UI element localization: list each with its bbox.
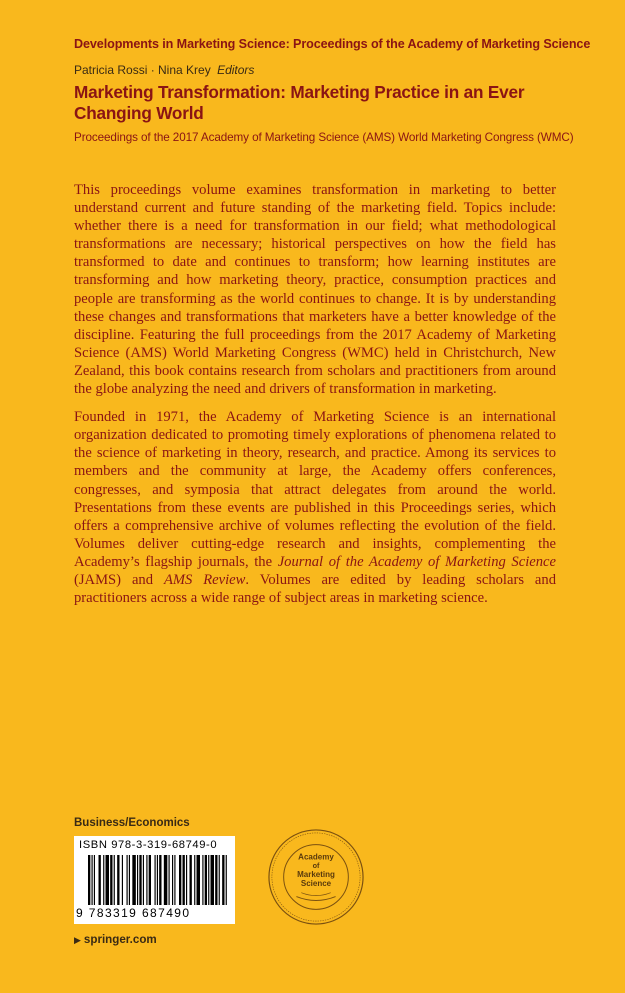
- seal-line-3: Marketing: [297, 870, 335, 879]
- barcode-bar: [226, 855, 227, 905]
- seal-line-2: of: [312, 861, 320, 871]
- barcode-bar: [129, 855, 130, 905]
- barcode-bar: [143, 855, 144, 905]
- barcode-bar: [137, 855, 138, 905]
- barcode-bar: [219, 855, 220, 905]
- play-arrow-icon: ▶: [74, 935, 81, 945]
- barcode-bar: [190, 855, 192, 905]
- barcode-bar: [117, 855, 119, 905]
- barcode-bar: [92, 855, 93, 905]
- blurb-paragraph-2-part-2: (JAMS) and: [74, 571, 164, 588]
- barcode-bar: [183, 855, 185, 905]
- editor-names: Patricia Rossi · Nina Krey: [74, 63, 211, 77]
- barcode-bars: [88, 855, 228, 905]
- barcode-bar: [169, 855, 170, 905]
- barcode-bar: [99, 855, 101, 905]
- barcode-bar: [211, 855, 215, 905]
- seal-line-4: Science: [300, 878, 332, 888]
- barcode-bar: [146, 855, 147, 905]
- blurb: [74, 181, 556, 617]
- seal-line-1: Academy: [298, 852, 334, 862]
- barcode-bar: [139, 855, 141, 905]
- isbn-text: ISBN 978-3-319-68749-0: [79, 839, 218, 851]
- book-subtitle: Proceedings of the 2017 Academy of Marketing Science (AMS) World Marketing Congress (WMC): [74, 131, 574, 144]
- barcode-bar: [114, 855, 115, 905]
- barcode-bar: [208, 855, 209, 905]
- barcode-bar: [149, 855, 151, 905]
- barcode-bar: [202, 855, 203, 905]
- journal-name: Journal of the Academy of Marketing Science: [277, 553, 556, 570]
- series-title: Developments in Marketing Science: Proceedings of the Academy of Marketing Science: [74, 37, 591, 51]
- barcode-bar: [132, 855, 136, 905]
- barcode-bar: [164, 855, 168, 905]
- barcode-bar: [110, 855, 112, 905]
- barcode-digits: 9 783319 687490: [76, 906, 191, 920]
- blurb-paragraph-2: [74, 408, 556, 607]
- publisher-link-text: springer.com: [83, 933, 157, 946]
- isbn-barcode: [74, 836, 235, 924]
- barcode-bar: [194, 855, 195, 905]
- barcode-bar: [159, 855, 161, 905]
- barcode-bar: [155, 855, 156, 905]
- barcode-bar: [205, 855, 207, 905]
- barcode-bar: [94, 855, 95, 905]
- barcode-bar: [174, 855, 175, 905]
- barcode-bar: [122, 855, 123, 905]
- barcode-bar: [157, 855, 158, 905]
- barcode-bar: [186, 855, 187, 905]
- book-title: Marketing Transformation: Marketing Practice in an Ever Changing World: [74, 82, 525, 123]
- publisher-link[interactable]: [74, 933, 157, 946]
- editors: [74, 63, 254, 77]
- barcode-bar: [106, 855, 110, 905]
- blurb-paragraph-2-part-3: . Volumes are edited by leading scholars and practitioners across a wide range of subject areas in marketing science.: [74, 571, 557, 607]
- review-name: AMS Review: [163, 571, 246, 588]
- blurb-paragraph-2-part-1: Founded in 1971, the Academy of Marketing Science is an international organization dedicated to promoting timely explorations of phenomena related to the science of marketing in theory, research, and practice. Among its services to members and the community at large, the Academy offers conferences, congresses, and symposia that attract delegates from around the world. Presentations from these events are published in this Proceedings series, which offers a comprehensive archive of volumes reflecting the evolution of the field. Volumes deliver cutting-edge research and insights, complementing the Academy’s flagship journals, the: [74, 409, 556, 570]
- barcode-bar: [179, 855, 181, 905]
- subject-category: Business/Economics: [74, 817, 190, 829]
- barcode-bar: [215, 855, 217, 905]
- blurb-paragraph-1: This proceedings volume examines transformation in marketing to better understand current and future standing of the marketing field. Topics include: whether there is a need for transformation in our field; what methodological transformations are necessary; historical perspectives on how the field has transformed to date and continues to transform; how learning institutes are transforming and how marketing theory, practice, consumption practices and people are transforming as the world continues to change. It is by understanding these changes and transformations that marketers have a better knowledge of the discipline. Featuring the full proceedings from the 2017 Academy of Marketing Science (AMS) World Marketing Congress (WMC) held in Christchurch, New Zealand, this book contains research from scholars and practitioners from around the globe analyzing the need and drivers of transformation in marketing.: [74, 182, 556, 398]
- barcode-bar: [222, 855, 224, 905]
- barcode-bar: [172, 855, 173, 905]
- academy-seal-logo: [267, 828, 365, 926]
- barcode-bar: [103, 855, 104, 905]
- barcode-bar: [197, 855, 201, 905]
- barcode-bar: [127, 855, 128, 905]
- barcode-bar: [88, 855, 90, 905]
- editors-role: Editors: [217, 63, 255, 77]
